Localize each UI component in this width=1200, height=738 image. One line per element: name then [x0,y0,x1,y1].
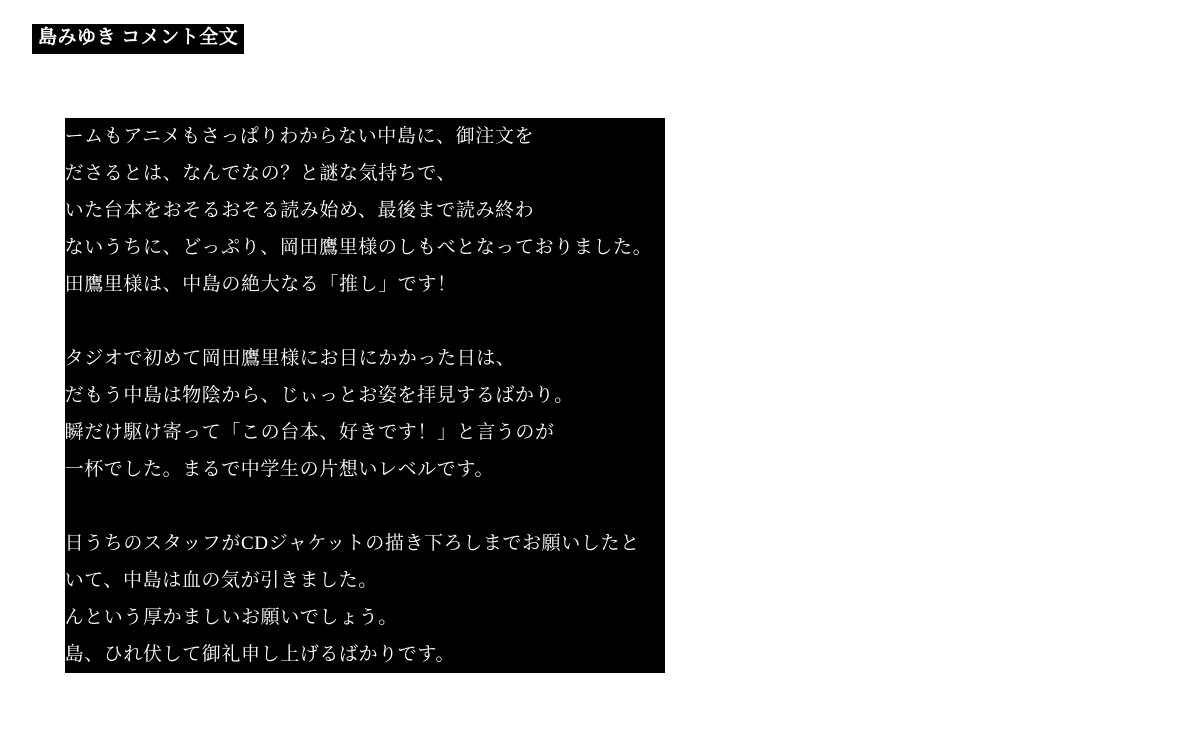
comment-line: 後日うちのスタッフがCDジャケットの描き下ろしまでお願いしたと [45,533,640,554]
comment-line: ゲームもアニメもさっぱりわからない中島に、御注文を [45,126,535,147]
page-title: 島みゆき コメント全文 [32,24,244,54]
comment-line-blank [65,303,665,340]
comment-line: 聞いて、中島は血の気が引きました。 [45,570,378,591]
comment-line: なんという厚かましいお願いでしょう。 [45,607,398,628]
comment-line: 一瞬だけ駆け寄って「この台本、好きです！」と言うのが [45,422,555,443]
comment-line: 届いた台本をおそるおそる読み始め、最後まで読み終わ [45,200,535,221]
comment-line: 岡田鷹里様は、中島の絶大なる「推し」です！ [45,274,457,295]
comment-line: 中島、ひれ伏して御礼申し上げるばかりです。 [45,644,456,665]
comment-line: 精一杯でした。まるで中学生の片想いレベルです。 [45,459,495,480]
comment-line: ただもう中島は物陰から、じぃっとお姿を拝見するばかり。 [45,385,574,406]
comment-full-text-block [45,118,665,673]
comment-line: くださるとは、なんでなの？と謎な気持ちで、 [45,163,457,184]
comment-line: らないうちに、どっぷり、岡田鷹里様のしもべとなっておりました。 [45,237,653,258]
comment-line: スタジオで初めて岡田鷹里様にお目にかかった日は、 [45,348,516,369]
comment-line-blank [65,488,665,525]
